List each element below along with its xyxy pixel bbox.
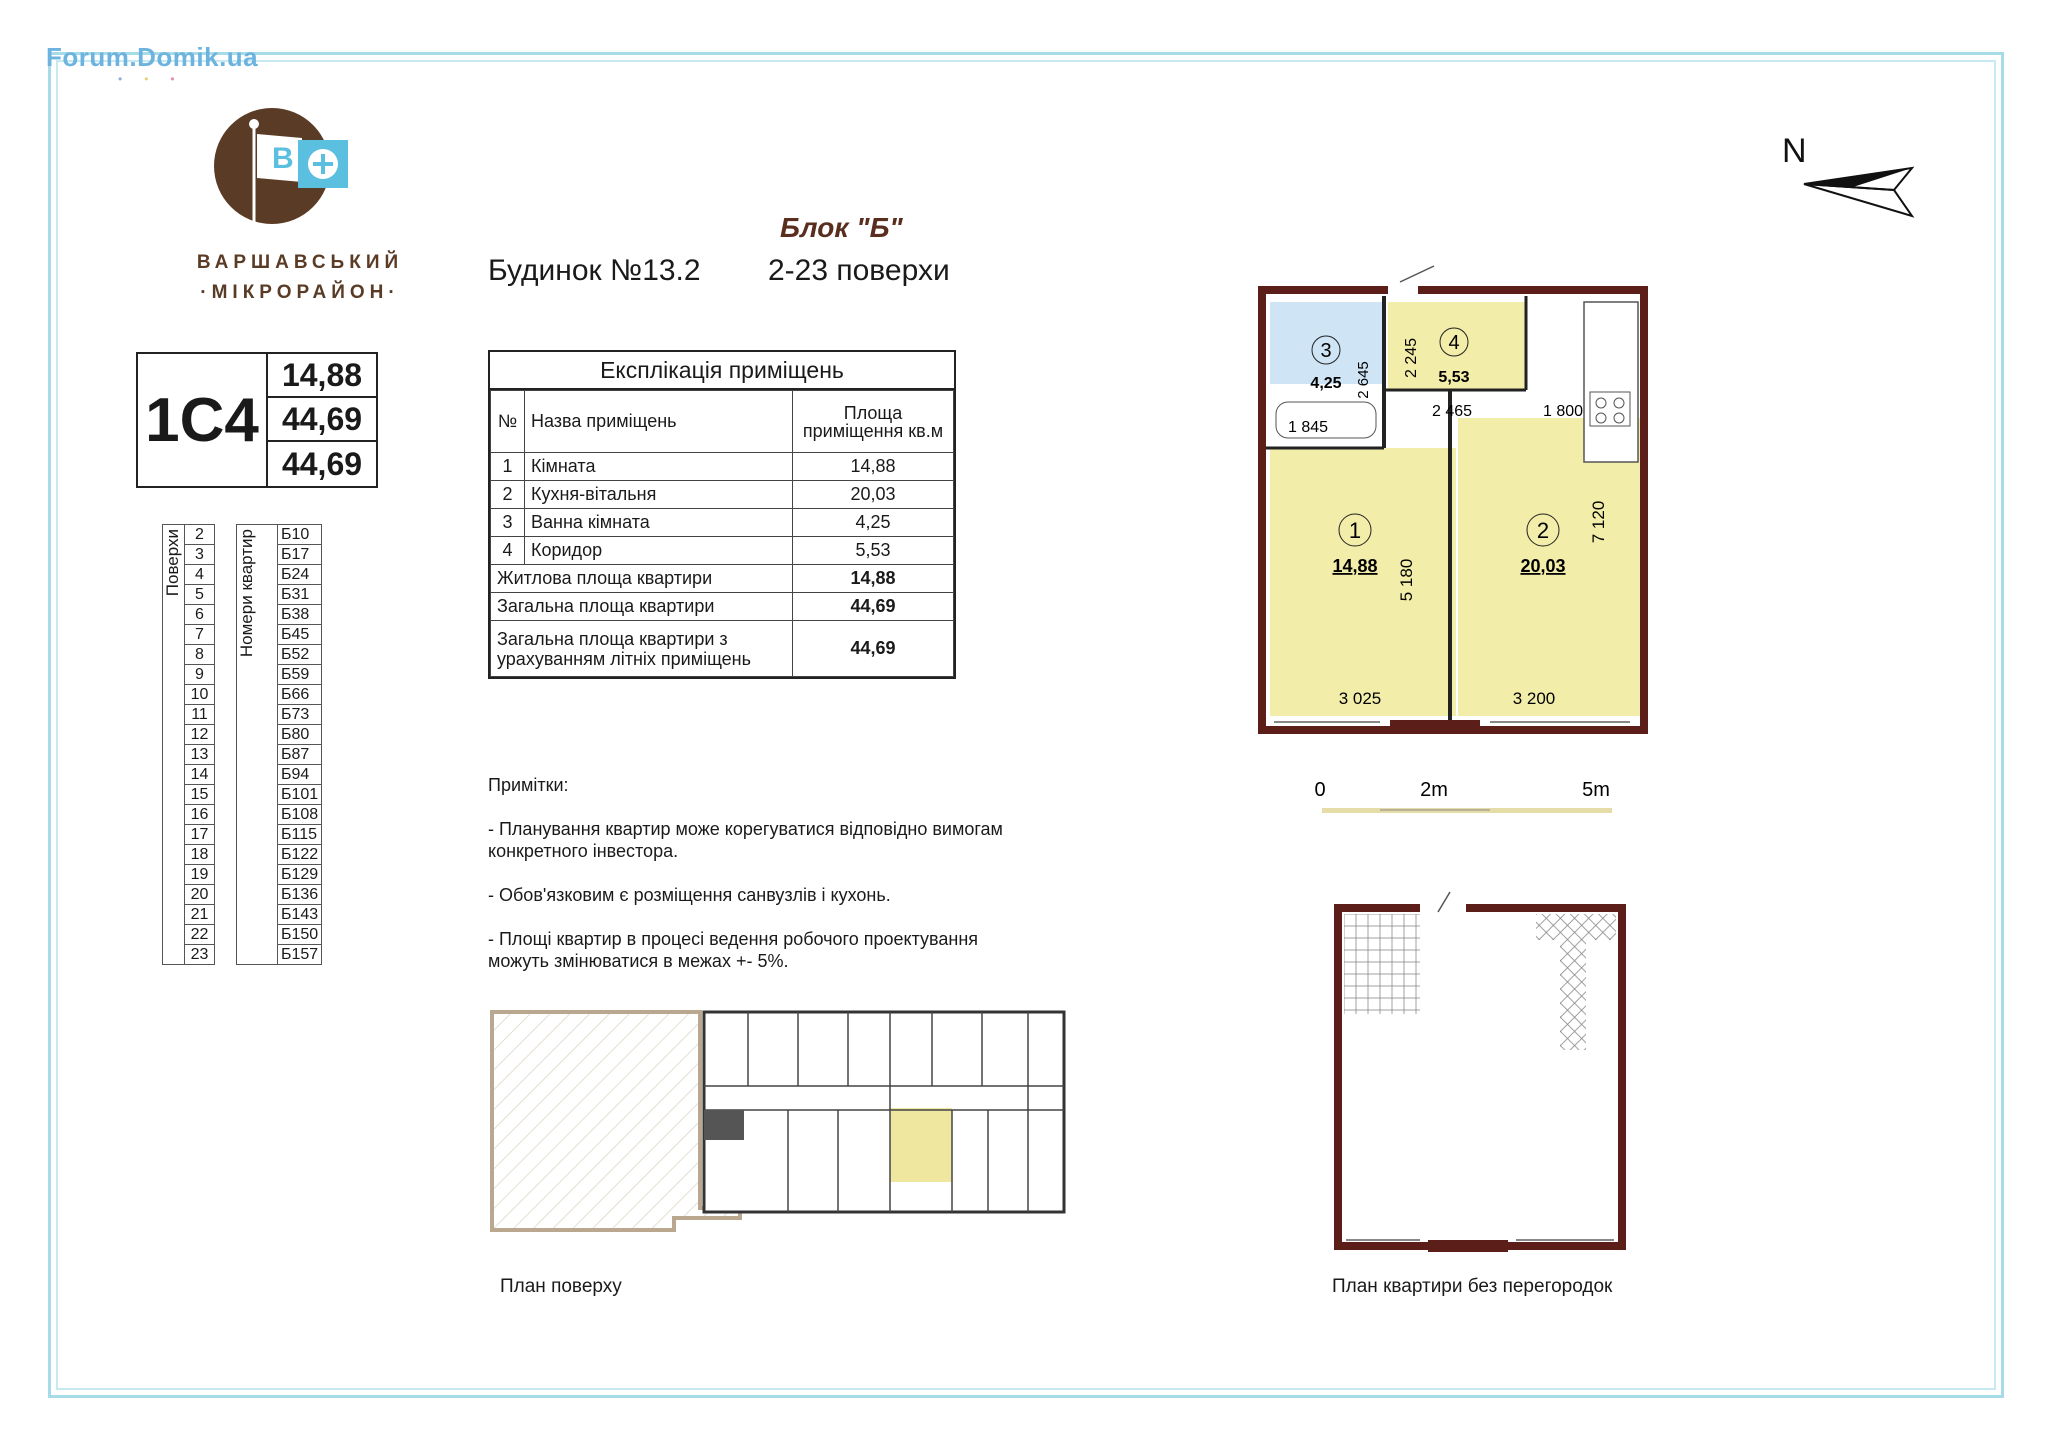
total-label: Загальна площа квартири (491, 593, 793, 621)
floor-cell: 9 (185, 665, 215, 685)
room-num: 3 (491, 509, 525, 537)
apartment-cell: Б59 (278, 665, 322, 685)
room-area: 14,88 (793, 453, 954, 481)
room-num: 4 (491, 537, 525, 565)
apartment-cell: Б115 (278, 825, 322, 845)
room-1-area: 14,88 (1332, 556, 1378, 576)
room-area: 4,25 (793, 509, 954, 537)
scale-bar (1310, 772, 1630, 832)
apartment-numbers-label: Номери квартир (237, 529, 256, 658)
floor-cell: 2 (185, 525, 215, 545)
scale-5m: 5m (1582, 779, 1610, 801)
no-partitions-caption: План квартири без перегородок (1332, 1276, 1613, 1297)
unit-total-area: 44,69 (268, 398, 376, 442)
floors-title: 2-23 поверхи (768, 254, 950, 287)
dim-corridor-width: 2 465 (1431, 403, 1473, 420)
header-name: Назва приміщень (525, 391, 793, 453)
unit-summary (136, 352, 378, 488)
room-3-area: 4,25 (1310, 375, 1342, 392)
floor-cell: 3 (185, 545, 215, 565)
dim-width-2: 3 200 (1512, 689, 1556, 708)
room-name: Ванна кімната (525, 509, 793, 537)
watermark: Forum.Domik.ua (46, 42, 259, 72)
floor-cell: 6 (185, 605, 215, 625)
floor-cell: 17 (185, 825, 215, 845)
apartment-cell: Б31 (278, 585, 322, 605)
apartment-cell: Б10 (278, 525, 322, 545)
apartment-cell: Б150 (278, 925, 322, 945)
dim-height-1: 5 180 (1397, 558, 1416, 602)
floor-cell: 19 (185, 865, 215, 885)
floor-plan-overview (488, 996, 1068, 1256)
apartment-cell: Б52 (278, 645, 322, 665)
unit-total-area-summer: 44,69 (281, 445, 363, 482)
header-area: Площа приміщення кв.м (793, 391, 954, 453)
floor-cell: 20 (185, 885, 215, 905)
floor-cell: 5 (185, 585, 215, 605)
apartment-cell: Б73 (278, 705, 322, 725)
note-item: - Обов'язковим є розміщення санвузлів і кухонь. (488, 885, 891, 905)
floor-cell: 16 (185, 805, 215, 825)
scale-0: 0 (1314, 779, 1326, 801)
explication-title: Експлікація приміщень (490, 352, 954, 390)
room-1-fill (1270, 448, 1456, 716)
room-4-number: 4 (1448, 332, 1460, 354)
apartment-cell: Б129 (278, 865, 322, 885)
dim-corridor-height: 2 245 (1403, 337, 1420, 379)
floor-cell: 18 (185, 845, 215, 865)
room-4-area: 5,53 (1438, 369, 1470, 386)
highlighted-apartment (890, 1108, 952, 1182)
plan-without-partitions (1320, 890, 1640, 1270)
apartment-cell: Б24 (278, 565, 322, 585)
floor-cell: 22 (185, 925, 215, 945)
floor-cell: 21 (185, 905, 215, 925)
apartment-plan (1250, 262, 1660, 752)
logo-letter: B (272, 142, 294, 175)
brand-name (150, 248, 450, 308)
apartment-cell: Б45 (278, 625, 322, 645)
block-title: Блок "Б" (780, 212, 903, 243)
total-value: 44,69 (793, 621, 954, 677)
room-3-number: 3 (1320, 340, 1332, 362)
watermark-dots: ••• (118, 72, 197, 86)
floor-plan-caption: План поверху (500, 1276, 622, 1297)
dim-height-2: 7 120 (1589, 500, 1608, 544)
unit-living-area: 14,88 (268, 354, 376, 398)
floor-cell: 23 (185, 945, 215, 965)
apartment-cell: Б122 (278, 845, 322, 865)
floor-cell: 12 (185, 725, 215, 745)
total-label: Загальна площа квартири з урахуванням літніх приміщень (491, 621, 793, 677)
brand-line-1: ВАРШАВСЬКИЙ (196, 252, 404, 273)
total-value: 44,69 (793, 593, 954, 621)
floor-cell: 14 (185, 765, 215, 785)
floor-cell: 7 (185, 625, 215, 645)
floor-cell: 11 (185, 705, 215, 725)
house-title: Будинок №13.2 (488, 254, 701, 287)
apartment-cell: Б94 (278, 765, 322, 785)
room-name: Кімната (525, 453, 793, 481)
room-num: 1 (491, 453, 525, 481)
unit-code: 1С4 (145, 385, 259, 455)
apartment-cell: Б38 (278, 605, 322, 625)
room-1-number: 1 (1348, 518, 1362, 543)
scale-2m: 2m (1420, 779, 1448, 801)
apartment-cell: Б66 (278, 685, 322, 705)
note-item: - Площі квартир в процесі ведення робочого проектування можуть змінюватися в межах +- 5%. (488, 929, 979, 971)
floor-cell: 4 (185, 565, 215, 585)
dim-width-1: 3 025 (1338, 689, 1382, 708)
notes (488, 752, 1008, 994)
room-num: 2 (491, 481, 525, 509)
header-num: № (491, 391, 525, 453)
apartment-cell: Б101 (278, 785, 322, 805)
notes-heading: Примітки: (488, 775, 569, 795)
room-area: 5,53 (793, 537, 954, 565)
room-name: Коридор (525, 537, 793, 565)
brand-logo (210, 104, 360, 234)
explication-table (488, 350, 956, 679)
apartment-cell: Б87 (278, 745, 322, 765)
room-2-area: 20,03 (1520, 556, 1566, 576)
room-name: Кухня-вітальня (525, 481, 793, 509)
apartment-cell: Б157 (278, 945, 322, 965)
apartment-cell: Б108 (278, 805, 322, 825)
floor-cell: 13 (185, 745, 215, 765)
floor-apartment-table (162, 524, 322, 965)
note-item: - Планування квартир може корегуватися відповідно вимогам конкретного інвестора. (488, 819, 1003, 861)
floor-cell: 8 (185, 645, 215, 665)
room-2-number: 2 (1536, 518, 1550, 543)
dim-bath-width: 1 845 (1287, 419, 1329, 436)
floors-label: Поверхи (163, 529, 182, 597)
north-label: N (1782, 132, 1807, 170)
floor-cell: 15 (185, 785, 215, 805)
unit-areas (266, 354, 376, 486)
apartment-cell: Б17 (278, 545, 322, 565)
total-value: 14,88 (793, 565, 954, 593)
floor-cell: 10 (185, 685, 215, 705)
dim-bath-height: 2 645 (1355, 361, 1372, 399)
total-label: Житлова площа квартири (491, 565, 793, 593)
dim-kitchen-width: 1 800 (1542, 403, 1584, 420)
apartment-cell: Б143 (278, 905, 322, 925)
brand-line-2: ·МІКРОРАЙОН· (200, 282, 400, 303)
north-arrow (1770, 128, 1920, 218)
apartment-cell: Б136 (278, 885, 322, 905)
room-area: 20,03 (793, 481, 954, 509)
apartment-cell: Б80 (278, 725, 322, 745)
